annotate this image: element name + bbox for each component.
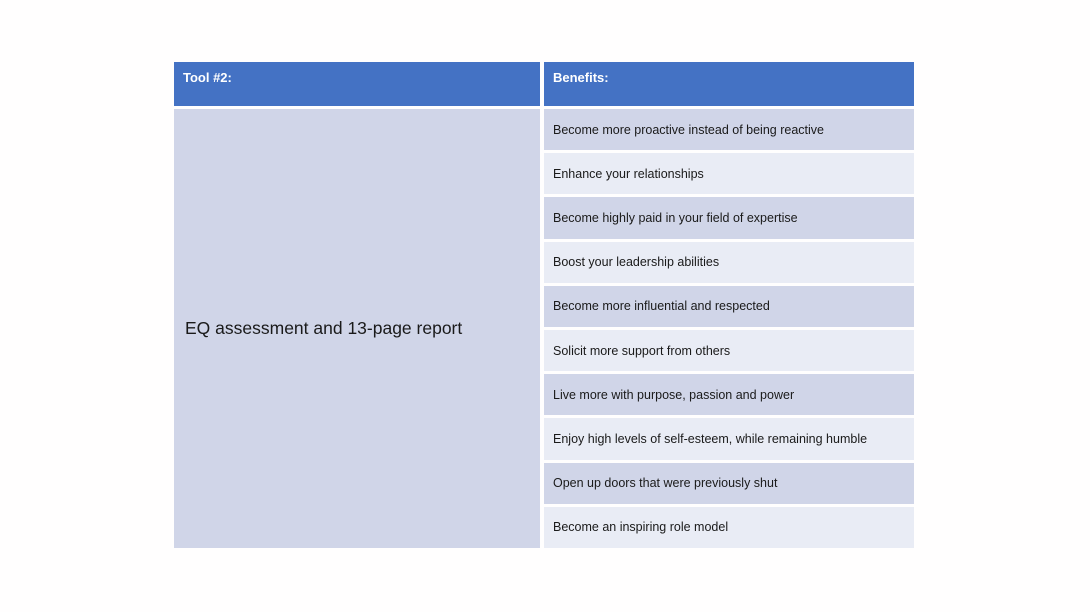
table-header-row <box>174 62 914 106</box>
benefit-row: Boost your leadership abilities <box>544 242 914 283</box>
benefit-row: Live more with purpose, passion and power <box>544 374 914 415</box>
benefit-row: Become more influential and respected <box>544 286 914 327</box>
benefits-column <box>544 109 914 548</box>
benefit-row: Enhance your relationships <box>544 153 914 194</box>
benefit-row: Solicit more support from others <box>544 330 914 371</box>
benefit-row: Become highly paid in your field of expertise <box>544 197 914 238</box>
table-body <box>174 109 914 548</box>
benefits-header-cell: Benefits: <box>544 62 914 106</box>
benefit-row: Become an inspiring role model <box>544 507 914 548</box>
tool-description-cell: EQ assessment and 13-page report <box>174 109 540 548</box>
benefits-table <box>174 62 914 548</box>
tool-header-cell: Tool #2: <box>174 62 540 106</box>
benefit-row: Become more proactive instead of being reactive <box>544 109 914 150</box>
benefit-row: Enjoy high levels of self-esteem, while remaining humble <box>544 418 914 459</box>
benefit-row: Open up doors that were previously shut <box>544 463 914 504</box>
